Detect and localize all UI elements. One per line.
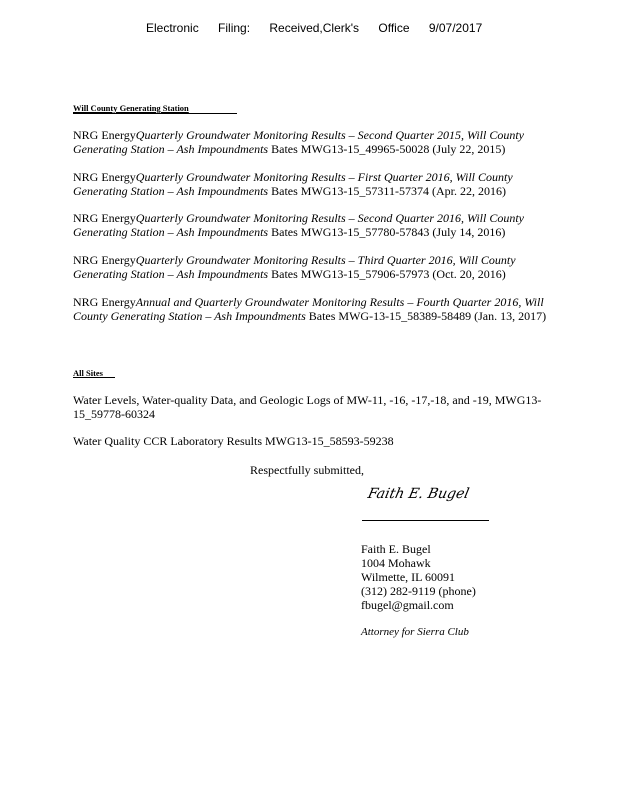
citation-tail: Bates MWG13-15_57906-57973 (Oct. 20, 2016): [268, 267, 506, 281]
section-heading-rule: [73, 377, 115, 378]
citation-entry: [73, 170, 563, 198]
signer-name: Faith E. Bugel: [361, 542, 431, 556]
citation-title: Annual and Quarterly Groundwater Monitoring Results – Fourth Quarter 2016, Will County Generating Station – Ash Impoundments: [73, 295, 544, 323]
citation-lead: NRG Energy: [73, 253, 136, 267]
citation-title: Quarterly Groundwater Monitoring Results – Third Quarter 2016, Will County Generating Station – Ash Impoundments: [73, 253, 516, 281]
filing-header: [146, 21, 496, 35]
closing-line: Respectfully submitted,: [250, 463, 364, 477]
signer-street: 1004 Mohawk: [361, 556, 431, 570]
signer-email: fbugel@gmail.com: [361, 598, 454, 612]
citation-tail: Bates MWG-13-15_58389-58489 (Jan. 13, 2017): [305, 309, 547, 323]
signer-city: Wilmette, IL 60091: [361, 570, 456, 584]
citation-lead: NRG Energy: [73, 211, 136, 225]
citation-lead: NRG Energy: [73, 170, 136, 184]
citation-tail: Bates MWG13-15_57311-57374 (Apr. 22, 2016): [268, 184, 506, 198]
section-heading-rule: [73, 113, 237, 114]
signer-block: [361, 542, 476, 612]
header-part: Electronic: [146, 21, 199, 35]
citation-title: Quarterly Groundwater Monitoring Results – First Quarter 2016, Will County Generating Station – Ash Impoundments: [73, 170, 513, 198]
citation-title: Quarterly Groundwater Monitoring Results – Second Quarter 2015, Will County Generating Station – Ash Impoundments: [73, 128, 524, 156]
signature-line: [362, 520, 489, 521]
citation-title: Quarterly Groundwater Monitoring Results – Second Quarter 2016, Will County Generating Station – Ash Impoundments: [73, 211, 524, 239]
header-part: Office: [378, 21, 410, 35]
citation-entry: [73, 211, 563, 239]
section-heading-will-county: Will County Generating Station: [73, 103, 189, 113]
signer-phone: (312) 282-9119 (phone): [361, 584, 476, 598]
header-part: Filing:: [218, 21, 251, 35]
signer-role: Attorney for Sierra Club: [361, 626, 469, 638]
header-part: Received,Clerk's: [269, 21, 360, 35]
header-part: 9/07/2017: [428, 21, 483, 35]
citation-entry: [73, 128, 563, 156]
citation-entry: [73, 295, 563, 323]
citation-tail: Bates MWG13-15_57780-57843 (July 14, 2016): [268, 225, 506, 239]
citation-entry: Water Quality CCR Laboratory Results MWG13-15_58593-59238: [73, 434, 394, 448]
citation-entry: Water Levels, Water-quality Data, and Geologic Logs of MW-11, -16, -17,-18, and -19, MWG13-15_59778-60324: [73, 393, 542, 421]
citation-lead: NRG Energy: [73, 295, 136, 309]
citation-tail: Bates MWG13-15_49965-50028 (July 22, 2015): [268, 142, 506, 156]
section-heading-all-sites: All Sites: [73, 368, 103, 378]
citation-lead: NRG Energy: [73, 128, 136, 142]
citation-entry: [73, 253, 563, 281]
handwritten-signature: Faith E. Bugel: [366, 486, 471, 502]
